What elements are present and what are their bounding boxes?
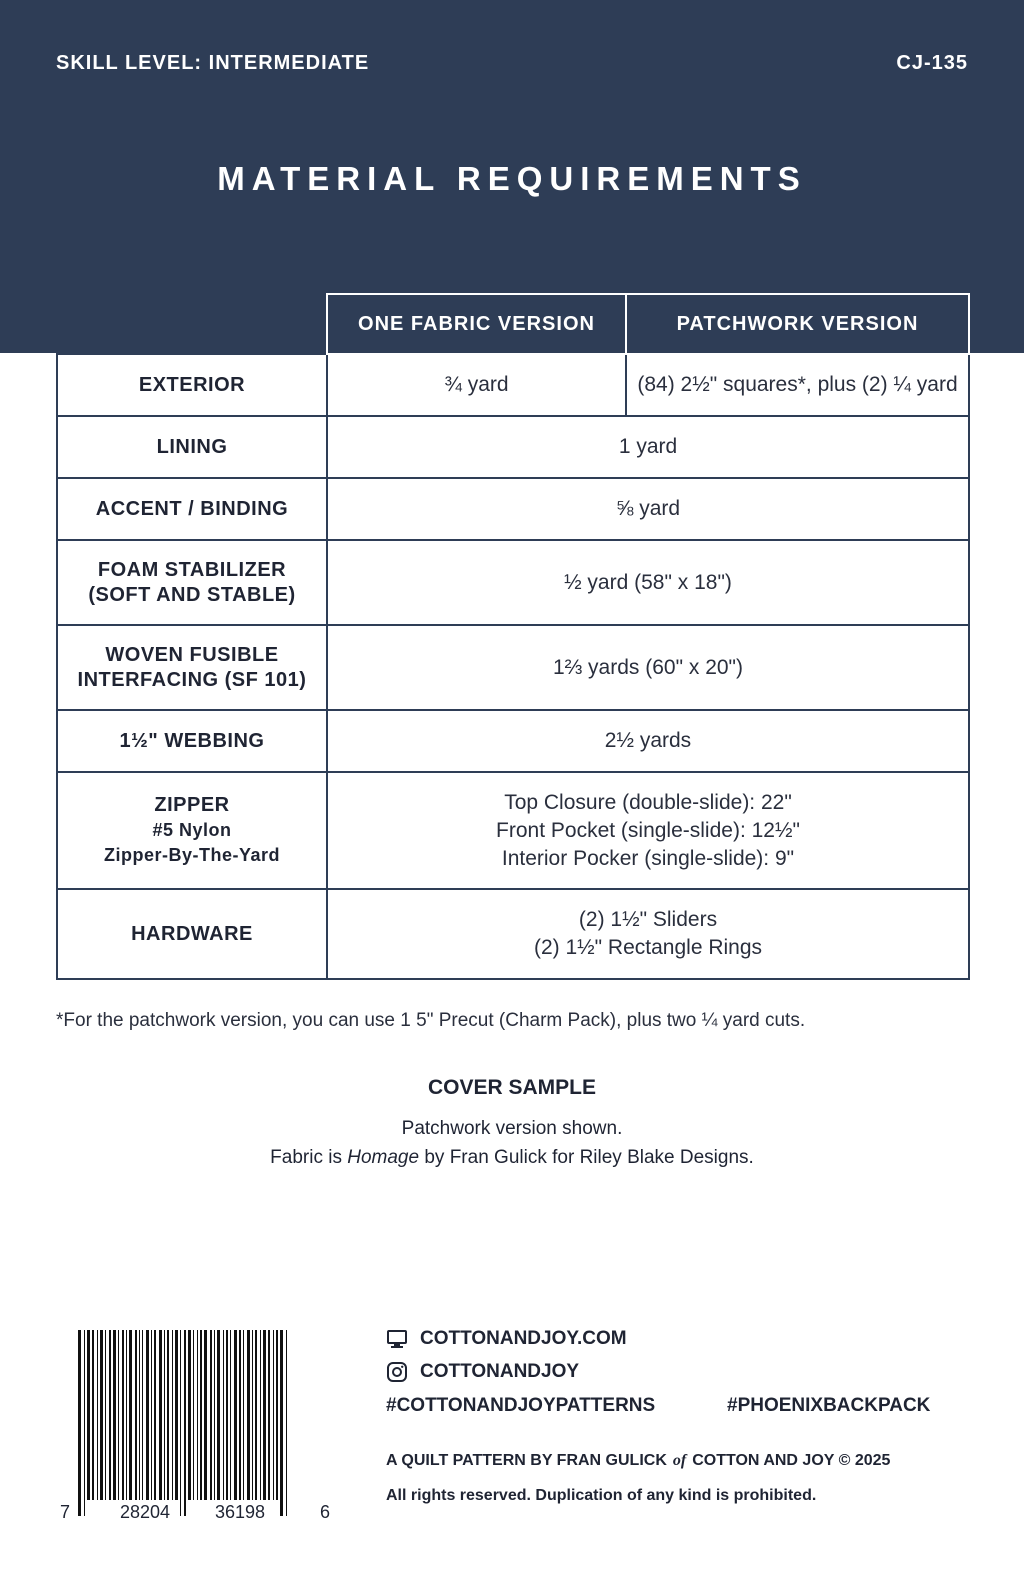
barcode-bar <box>135 1330 137 1500</box>
zipper-value-line-3: Interior Pocker (single-slide): 9" <box>501 846 795 870</box>
column-header-patchwork: PATCHWORK VERSION <box>626 294 969 354</box>
cover-sample-title: COVER SAMPLE <box>427 1076 597 1099</box>
foam-label-line-2: (SOFT AND STABLE) <box>88 583 296 606</box>
table-row-hardware <box>57 889 969 979</box>
accent-value: ⅝ yard <box>327 478 969 540</box>
cover-sample-line-2 <box>0 1147 1024 1169</box>
skill-level: SKILL LEVEL: INTERMEDIATE <box>56 52 370 74</box>
barcode-bar <box>268 1330 270 1500</box>
barcode-bar <box>97 1330 98 1500</box>
barcode-bar <box>193 1330 194 1500</box>
barcode-bar <box>217 1330 220 1500</box>
barcode-bar <box>100 1330 103 1500</box>
table-corner <box>57 294 327 354</box>
row-label-lining: LINING <box>57 416 327 478</box>
table-header-row <box>57 294 969 354</box>
barcode-bar <box>154 1330 156 1500</box>
cover-line-2-suffix: by Fran Gulick for Riley Blake Designs. <box>419 1147 754 1168</box>
barcode-bar <box>84 1330 85 1516</box>
table-row-zipper <box>57 772 969 889</box>
row-label-zipper <box>57 772 327 889</box>
barcode-bar <box>234 1330 237 1500</box>
barcode-bar <box>167 1330 169 1500</box>
barcode-bar <box>109 1330 111 1500</box>
row-label-woven <box>57 625 327 710</box>
barcode-bar <box>230 1330 231 1500</box>
pattern-credit <box>386 1452 890 1470</box>
barcode-bar <box>188 1330 191 1500</box>
page-title: MATERIAL REQUIREMENTS <box>217 160 807 197</box>
barcode-bar <box>146 1330 149 1500</box>
foam-label-line-1: FOAM STABILIZER <box>97 558 287 581</box>
hashtag-cottonandjoypatterns[interactable]: #COTTONANDJOYPATTERNS <box>386 1395 656 1416</box>
zipper-label-line-2: #5 Nylon <box>152 820 232 840</box>
website-link[interactable] <box>386 1328 627 1350</box>
row-label-foam <box>57 540 327 625</box>
row-label-hardware: HARDWARE <box>57 889 327 979</box>
barcode-bar <box>286 1330 287 1516</box>
barcode-digit-first: 7 <box>60 1502 71 1522</box>
woven-label-line-2: INTERFACING (SF 101) <box>77 668 307 691</box>
table-row-accent <box>57 478 969 540</box>
barcode-bar <box>105 1330 106 1500</box>
webbing-value: 2½ yards <box>327 710 969 772</box>
barcode-bar <box>172 1330 173 1500</box>
barcode-bar <box>92 1330 94 1500</box>
row-label-exterior: EXTERIOR <box>57 354 327 416</box>
barcode-bar <box>197 1330 198 1500</box>
exterior-patchwork-value: (84) 2½" squares*, plus (2) ¼ yard <box>626 354 969 416</box>
exterior-one-fabric-value: ¾ yard <box>327 354 626 416</box>
barcode-bar <box>210 1330 212 1500</box>
zipper-value-line-1: Top Closure (double-slide): 22" <box>504 790 792 814</box>
pattern-code: CJ-135 <box>896 52 968 74</box>
website-label: COTTONANDJOY.COM <box>420 1328 627 1349</box>
table-row-lining <box>57 416 969 478</box>
barcode-bar <box>223 1330 224 1500</box>
barcode-bar <box>263 1330 266 1500</box>
barcode-bar <box>184 1330 186 1516</box>
barcode-bar <box>239 1330 241 1500</box>
material-requirements-table <box>56 293 970 980</box>
barcode-bar <box>247 1330 250 1500</box>
table-row-webbing <box>57 710 969 772</box>
barcode-bar <box>276 1330 278 1500</box>
barcode-group-2: 36198 <box>215 1502 266 1522</box>
barcode-bar <box>164 1330 165 1500</box>
woven-label-line-1: WOVEN FUSIBLE <box>105 643 279 666</box>
barcode-bar <box>87 1330 90 1500</box>
barcode-digit-last: 6 <box>320 1502 331 1522</box>
barcode-bar <box>139 1330 140 1500</box>
zipper-label-line-1: ZIPPER <box>154 794 230 816</box>
barcode-bar <box>226 1330 228 1500</box>
lining-value: 1 yard <box>327 416 969 478</box>
zipper-value <box>327 772 969 889</box>
barcode-bar <box>260 1330 261 1500</box>
instagram-icon <box>386 1361 408 1383</box>
instagram-label: COTTONANDJOY <box>420 1361 580 1382</box>
barcode-bar <box>252 1330 253 1500</box>
barcode-bar <box>180 1330 181 1516</box>
barcode-bar <box>214 1330 215 1500</box>
zipper-value-line-2: Front Pocket (single-slide): 12½" <box>496 818 800 842</box>
barcode-bar <box>200 1330 202 1500</box>
barcode-bar <box>273 1330 274 1500</box>
rights-notice: All rights reserved. Duplication of any kind is prohibited. <box>386 1487 817 1504</box>
cover-sample-line-1: Patchwork version shown. <box>401 1118 623 1139</box>
barcode-bar <box>280 1330 283 1516</box>
barcode-bar <box>122 1330 124 1500</box>
woven-value: 1⅔ yards (60" x 20") <box>327 625 969 710</box>
fabric-name: Homage <box>347 1147 420 1168</box>
footnote: *For the patchwork version, you can use 1 5" Precut (Charm Pack), plus two ¼ yard cuts. <box>56 1010 806 1031</box>
instagram-link[interactable] <box>386 1361 579 1383</box>
cover-line-2-prefix: Fabric is <box>270 1147 348 1168</box>
barcode-group-1: 28204 <box>120 1502 171 1522</box>
barcode-bar <box>204 1330 207 1500</box>
row-label-webbing: 1½" WEBBING <box>57 710 327 772</box>
barcode-bar <box>126 1330 127 1500</box>
barcode-bar <box>159 1330 162 1500</box>
computer-icon <box>386 1328 408 1350</box>
hardware-value-line-1: (2) 1½" Sliders <box>578 908 718 931</box>
barcode-bar <box>142 1330 143 1500</box>
barcode-bar <box>255 1330 257 1500</box>
zipper-label-line-3: Zipper-By-The-Yard <box>103 845 281 865</box>
credit-of: of <box>672 1452 687 1469</box>
hardware-value <box>327 889 969 979</box>
credit-prefix: A QUILT PATTERN BY FRAN GULICK <box>386 1452 667 1469</box>
hashtag-phoenixbackpack[interactable]: #PHOENIXBACKPACK <box>727 1395 931 1416</box>
hardware-value-line-2: (2) 1½" Rectangle Rings <box>533 936 763 959</box>
table-row-foam <box>57 540 969 625</box>
barcode-bar <box>113 1330 116 1500</box>
barcode-bar <box>78 1330 81 1516</box>
row-label-accent: ACCENT / BINDING <box>57 478 327 540</box>
table-row-woven <box>57 625 969 710</box>
barcode-bar <box>243 1330 244 1500</box>
credit-suffix: COTTON AND JOY © 2025 <box>692 1452 891 1469</box>
barcode-bar <box>175 1330 178 1500</box>
column-header-one-fabric: ONE FABRIC VERSION <box>327 294 626 354</box>
barcode-bar <box>118 1330 119 1500</box>
barcode-bar <box>129 1330 132 1500</box>
table-row-exterior <box>57 354 969 416</box>
foam-value: ½ yard (58" x 18") <box>327 540 969 625</box>
barcode <box>76 1330 318 1516</box>
barcode-bar <box>151 1330 152 1500</box>
